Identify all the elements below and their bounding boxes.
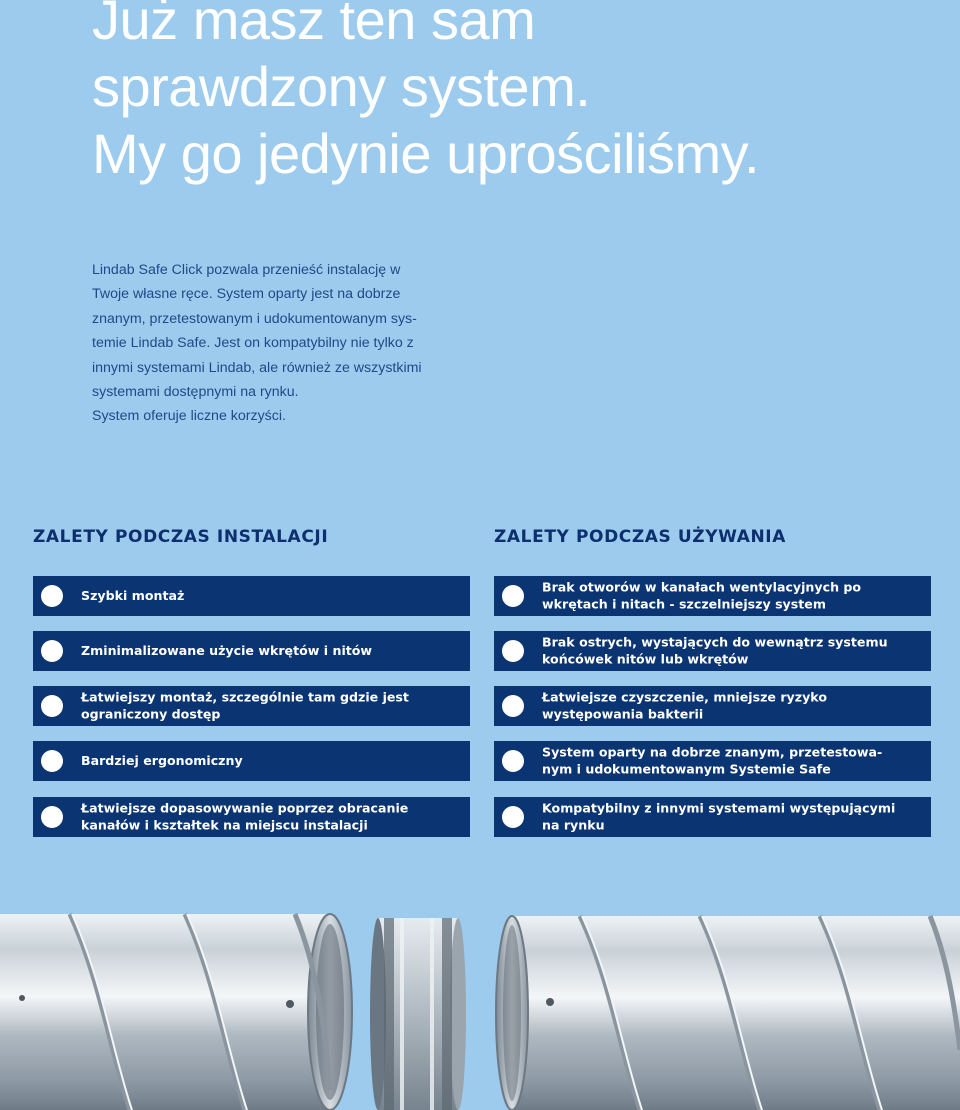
bullet-circle-icon xyxy=(502,640,524,662)
coupling-fitting xyxy=(370,918,466,1110)
intro-line: Lindab Safe Click pozwala przenieść instalację w xyxy=(92,262,401,278)
usage-item xyxy=(494,741,931,781)
intro-line: innymi systemami Lindab, ale również ze wszystkimi xyxy=(92,359,422,376)
bullet-circle-icon xyxy=(502,750,524,772)
installation-item xyxy=(33,686,470,726)
usage-item xyxy=(494,631,931,671)
item-label xyxy=(542,745,925,778)
item-line: wkrętach i nitach - szczelniejszy system xyxy=(542,596,826,611)
intro-line: temie Lindab Safe. Jest on kompatybilny nie tylko z xyxy=(92,335,414,352)
bullet-circle-icon xyxy=(41,806,63,828)
intro-line: znanym, przetestowanym i udokumentowanym sys- xyxy=(92,310,417,327)
item-line: nym i udokumentowanym Systemie Safe xyxy=(542,761,831,776)
item-line: Brak ostrych, wystających do wewnątrz systemu xyxy=(542,634,888,650)
headline-line: Już masz ten sam xyxy=(92,0,536,51)
usage-item xyxy=(494,686,931,726)
installation-title: ZALETY PODCZAS INSTALACJI xyxy=(33,527,329,547)
item-line: Zminimalizowane użycie wkrętów i nitów xyxy=(81,642,373,658)
right-pipe xyxy=(496,916,960,1110)
item-label xyxy=(81,588,464,605)
item-line: Łatwiejsze czyszczenie, mniejsze ryzyko xyxy=(542,689,827,705)
item-line: końcówek nitów lub wkrętów xyxy=(542,651,749,666)
usage-title: ZALETY PODCZAS UŻYWANIA xyxy=(494,527,786,547)
item-line: na rynku xyxy=(542,817,605,832)
installation-item xyxy=(33,576,470,616)
installation-item xyxy=(33,631,470,671)
left-pipe xyxy=(0,914,352,1110)
item-label xyxy=(81,801,464,834)
usage-item xyxy=(494,576,931,616)
headline xyxy=(92,0,912,187)
item-label xyxy=(81,690,464,723)
bullet-circle-icon xyxy=(41,585,63,607)
item-label xyxy=(81,753,464,770)
item-label xyxy=(81,643,464,660)
headline-line: My go jedynie uprościliśmy. xyxy=(92,122,760,185)
item-label xyxy=(542,635,925,668)
intro-line: System oferuje liczne korzyści. xyxy=(92,408,286,425)
intro-line: Twoje własne ręce. System oparty jest na dobrze xyxy=(92,286,401,303)
bullet-circle-icon xyxy=(41,750,63,772)
bullet-circle-icon xyxy=(502,695,524,717)
item-line: Łatwiejsze dopasowywanie poprzez obracanie xyxy=(81,800,409,816)
item-label xyxy=(542,690,925,723)
item-label xyxy=(542,801,925,834)
item-line: Bardziej ergonomiczny xyxy=(81,752,243,768)
bullet-circle-icon xyxy=(502,806,524,828)
bullet-circle-icon xyxy=(41,640,63,662)
item-line: kanałów i kształtek na miejscu instalacji xyxy=(81,817,368,832)
bullet-circle-icon xyxy=(502,585,524,607)
installation-item xyxy=(33,741,470,781)
intro-line: systemami dostępnymi na rynku. xyxy=(92,384,299,401)
item-line: ograniczony dostęp xyxy=(81,706,221,721)
item-line: Brak otworów w kanałach wentylacyjnych po xyxy=(542,579,862,595)
usage-item xyxy=(494,797,931,837)
intro-paragraph xyxy=(92,258,462,429)
installation-item xyxy=(33,797,470,837)
headline-line: sprawdzony system. xyxy=(92,55,591,118)
item-line: System oparty na dobrze znanym, przetestowa- xyxy=(542,744,883,760)
bullet-circle-icon xyxy=(41,695,63,717)
item-line: Kompatybilny z innymi systemami występującymi xyxy=(542,800,896,816)
item-line: Łatwiejszy montaż, szczególnie tam gdzie jest xyxy=(81,689,409,705)
item-label xyxy=(542,580,925,613)
ventilation-pipes-image xyxy=(0,900,960,1110)
item-line: występowania bakterii xyxy=(542,706,704,721)
item-line: Szybki montaż xyxy=(81,587,185,603)
